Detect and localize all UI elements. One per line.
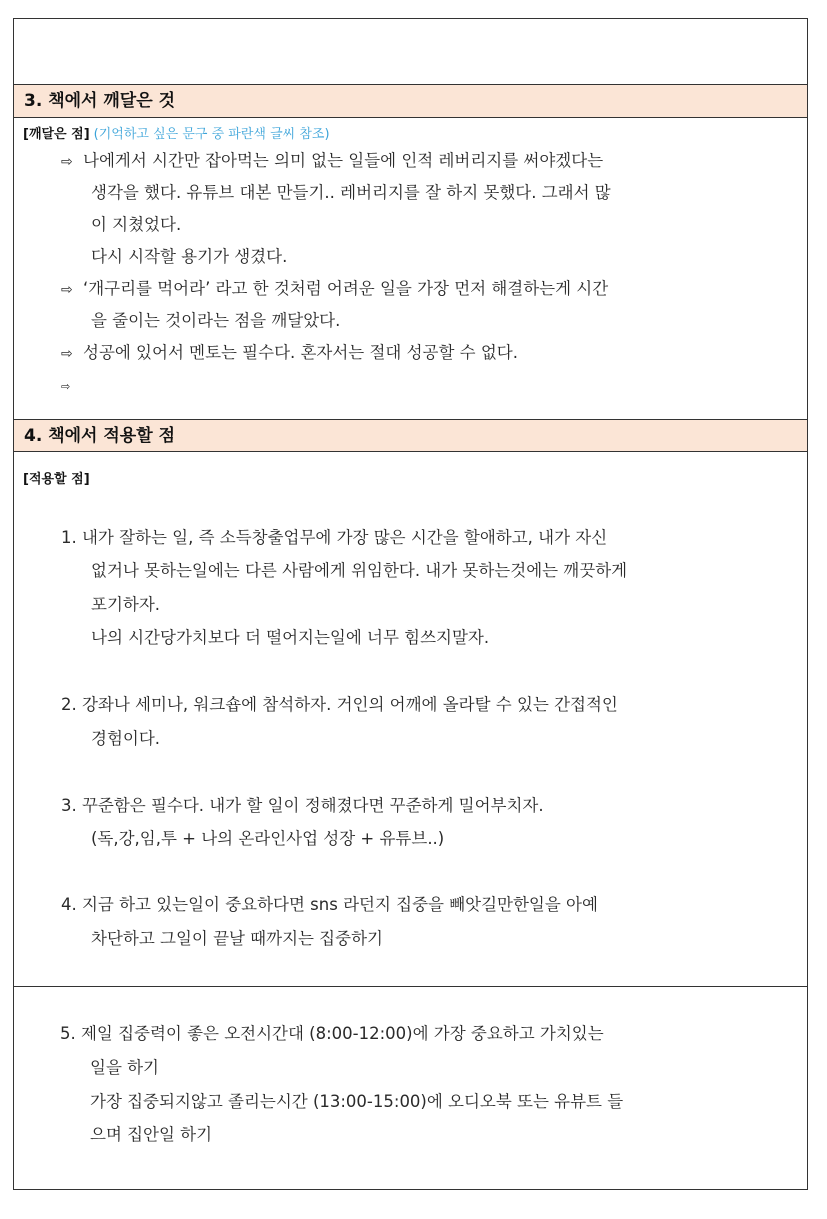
line-text: 포기하자. [91,595,161,614]
line-text: 4. 지금 하고 있는일이 중요하다면 sns 라던지 집중을 빼앗길만한일을 아예 [61,895,598,914]
line-text: 없거나 못하는일에는 다른 사람에게 위임한다. 내가 못하는것에는 깨끗하게 [91,561,628,580]
line-text: 다시 시작할 용기가 생겼다. [91,247,288,266]
line-text: 나에게서 시간만 잡아먹는 의미 없는 일들에 인적 레버리지를 써야겠다는 [83,151,604,170]
section-4-heading: 4. 책에서 적용할 점 [14,419,807,452]
line-text: 1. 내가 잘하는 일, 즉 소득창출업무에 가장 많은 시간을 할애하고, 내가 자신 [61,528,608,547]
line-text: 생각을 했다. 유튜브 대본 만들기.. 레버리지를 잘 하지 못했다. 그래서 많 [91,183,611,202]
line-text: 으며 집안일 하기 [90,1125,213,1144]
document-frame [13,18,808,987]
line-text: 차단하고 그일이 끝날 때까지는 집중하기 [91,929,383,948]
line-text: 을 줄이는 것이라는 점을 깨달았다. [91,311,341,330]
line-text: 5. 제일 집중력이 좋은 오전시간대 (8:00-12:00)에 가장 중요하고 가치있는 [60,1024,604,1043]
line-text: 2. 강좌나 세미나, 워크숍에 참석하자. 거인의 어깨에 올라탈 수 있는 간접적인 [61,695,618,714]
line-text: 이 지쳤었다. [91,215,182,234]
list-item [61,339,518,363]
blank-top-cell [14,19,807,85]
realized-points-label [23,123,330,142]
section-3-heading: 3. 책에서 깨달은 것 [14,85,807,118]
arrow-icon: ⇨ [61,380,71,393]
line-text: 가장 집중되지않고 졸리는시간 (13:00-15:00)에 오디오북 또는 유뷰트 들 [90,1092,624,1111]
arrow-icon: ⇨ [61,154,73,170]
line-text: (독,강,임,투 + 나의 온라인사업 성장 + 유튜브..) [91,829,445,848]
realized-label-text: [깨달은 점] [23,127,90,142]
apply-points-label: [적용할 점] [23,472,90,487]
arrow-icon: ⇨ [61,346,73,362]
line-text: 일을 하기 [90,1058,160,1077]
list-item [61,147,603,171]
arrow-icon: ⇨ [61,282,73,298]
line-text: 3. 꾸준함은 필수다. 내가 할 일이 정해졌다면 꾸준하게 밀어부치자. [61,796,544,815]
line-text: ‘개구리를 먹어라’ 라고 한 것처럼 어려운 일을 가장 먼저 해결하는게 시간 [83,279,609,298]
line-text: 경험이다. [91,729,161,748]
list-item [61,275,608,299]
table-bottom-cell [13,986,808,1190]
line-text: 성공에 있어서 멘토는 필수다. 혼자서는 절대 성공할 수 없다. [83,343,518,362]
blue-text-note: (기억하고 싶은 문구 중 파란색 글씨 참조) [93,127,330,142]
list-item [61,375,83,394]
line-text: 나의 시간당가치보다 더 떨어지는일에 너무 힘쓰지말자. [91,628,490,647]
